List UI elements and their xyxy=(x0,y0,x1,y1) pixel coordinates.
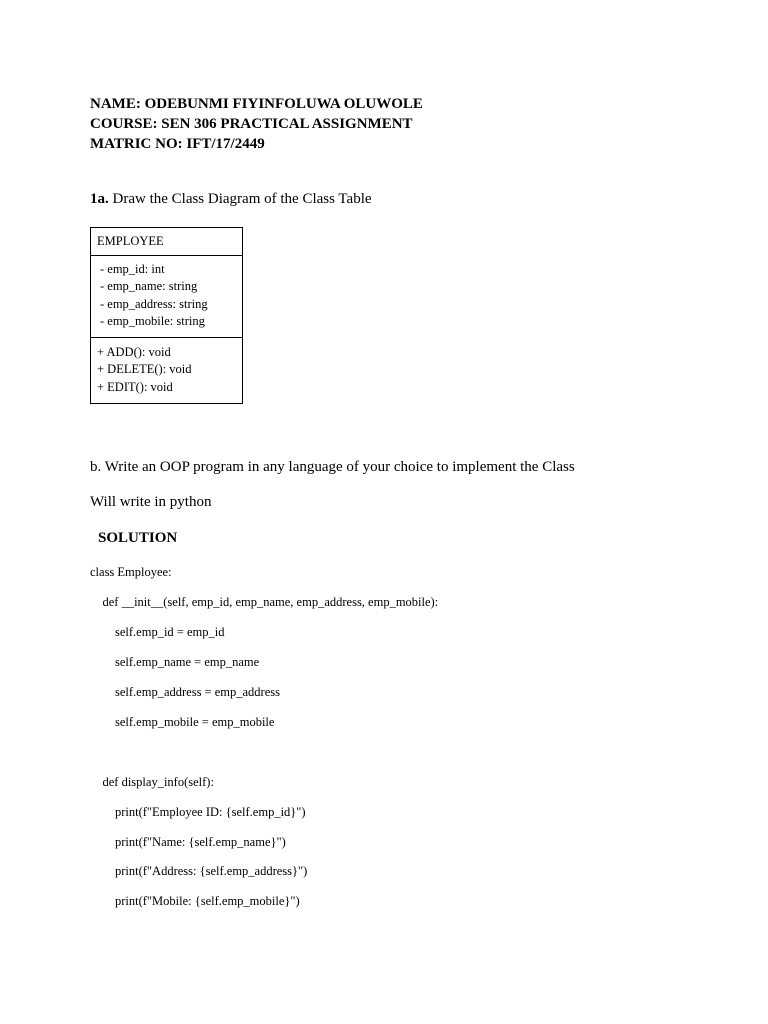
code-line: def __init__(self, emp_id, emp_name, emp_address, emp_mobile): xyxy=(90,595,439,609)
uml-attribute: - emp_id: int xyxy=(100,262,165,276)
uml-class-diagram xyxy=(90,227,243,404)
uml-attribute: - emp_name: string xyxy=(100,279,198,294)
uml-operation: + ADD(): void xyxy=(97,345,171,359)
question-1a-label: 1a. xyxy=(90,191,109,207)
question-1a xyxy=(90,189,372,209)
language-note: Will write in python xyxy=(90,494,212,510)
uml-operations xyxy=(91,338,242,403)
uml-class-name: EMPLOYEE xyxy=(91,228,242,256)
code-line: print(f"Address: {self.emp_address}") xyxy=(90,864,308,878)
uml-attribute: - emp_mobile: string xyxy=(100,313,205,328)
code-line: self.emp_mobile = emp_mobile xyxy=(90,715,275,729)
code-line: def display_info(self): xyxy=(90,775,214,789)
student-header xyxy=(90,94,423,154)
code-line: print(f"Employee ID: {self.emp_id}") xyxy=(90,805,306,819)
code-line: self.emp_name = emp_name xyxy=(90,655,260,669)
code-line: print(f"Mobile: {self.emp_mobile}") xyxy=(90,894,300,908)
code-line: class Employee: xyxy=(90,565,172,579)
code-line: print(f"Name: {self.emp_name}") xyxy=(90,835,286,849)
course-title: COURSE: SEN 306 PRACTICAL ASSIGNMENT xyxy=(90,116,413,132)
uml-operation: + DELETE(): void xyxy=(97,362,192,377)
student-name: NAME: ODEBUNMI FIYINFOLUWA OLUWOLE xyxy=(90,96,423,112)
uml-attribute: - emp_address: string xyxy=(100,296,208,311)
solution-heading: SOLUTION xyxy=(98,530,178,546)
code-line: self.emp_address = emp_address xyxy=(90,685,280,699)
question-1a-text: Draw the Class Diagram of the Class Table xyxy=(108,191,372,207)
code-line: self.emp_id = emp_id xyxy=(90,625,225,639)
uml-attributes xyxy=(91,256,242,338)
question-b: b. Write an OOP program in any language of your choice to implement the Class xyxy=(90,459,575,475)
uml-operation: + EDIT(): void xyxy=(97,379,173,394)
matric-number: MATRIC NO: IFT/17/2449 xyxy=(90,136,265,152)
